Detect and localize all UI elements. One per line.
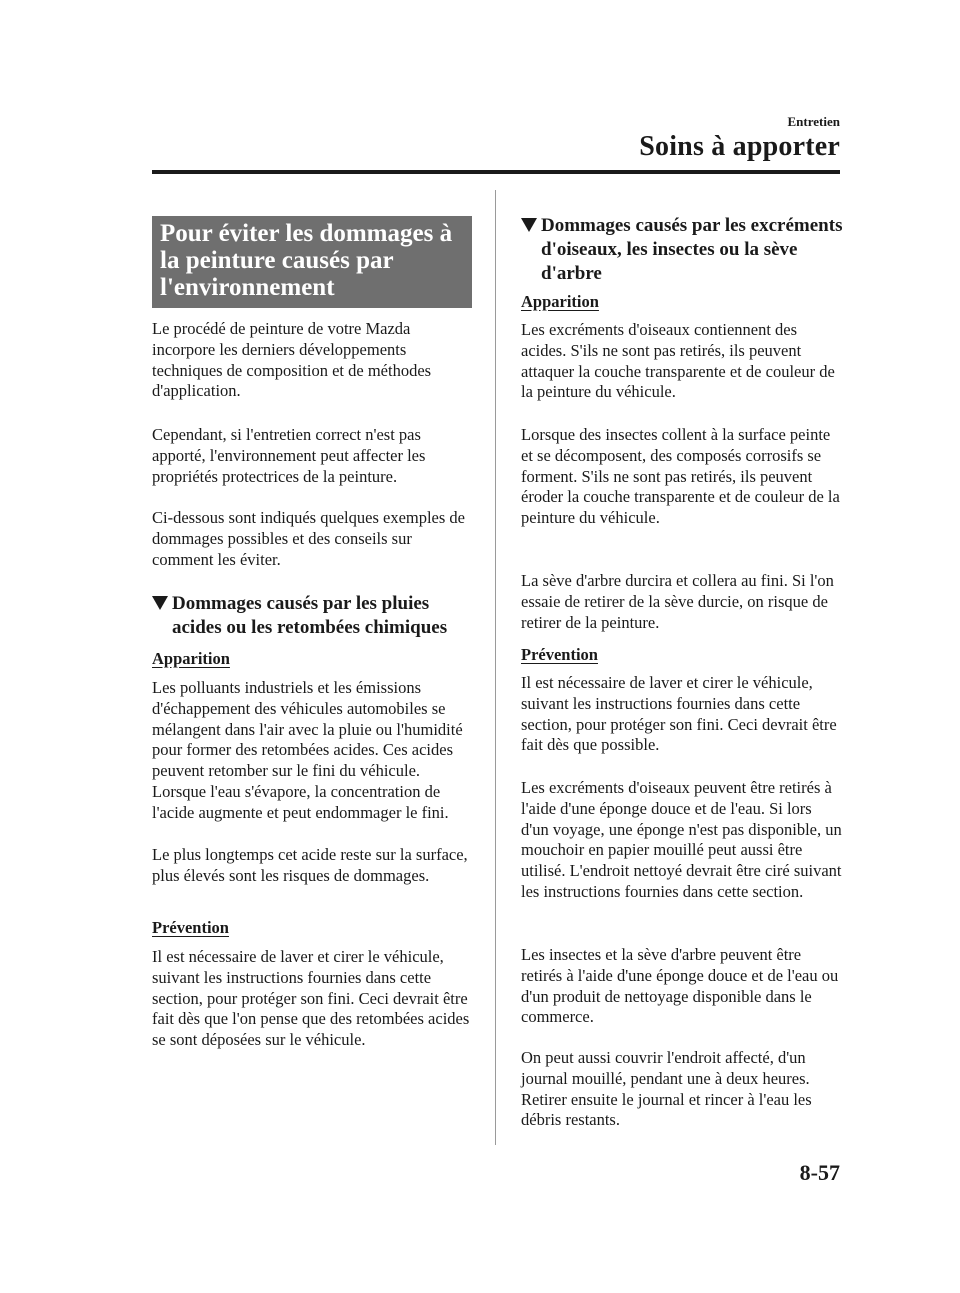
page-header-title: Soins à apporter [639,131,840,162]
apparition-label-right: Apparition [521,292,599,311]
apparition-text-left-2: Le plus longtemps cet acide reste sur la surface, plus élevés sont les risques de dommages. [152,845,468,885]
column-divider [495,190,496,1145]
prevention-text-right-2b: Les insectes et la sève d'arbre peuvent être retirés à l'aide d'une éponge douce et de l'eau ou d'un produit de nettoyage disponible dans le commerce. [521,945,839,1027]
intro-paragraph-1: Le procédé de peinture de votre Mazda incorpore les derniers développements techniques de composition et de méthodes d'application. [152,319,432,401]
prevention-text-left: Il est nécessaire de laver et cirer le véhicule, suivant les instructions fournies dans cette section, pour protéger son fini. Ceci devrait être fait dès que l'on pense que des retombées acides se sont déposées sur le véhicule. [152,947,470,1050]
triangle-bullet-icon [152,596,168,610]
page-number: 8-57 [799,1160,840,1185]
intro-paragraph-2: Cependant, si l'entretien correct n'est pas apporté, l'environnement peut affecter les propriétés protectrices de la peinture. [152,425,426,486]
header-rule [152,170,840,174]
header-section-label: Entretien [787,114,840,129]
prevention-text-right-1: Il est nécessaire de laver et cirer le véhicule, suivant les instructions fournies dans cette section, pour protéger son fini. Ceci devrait être fait dès que possible. [521,673,837,755]
apparition-text-right-2: Lorsque des insectes collent à la surface peinte et se décomposent, des composés corrosifs se forment. S'ils ne sont pas retirés, ils peuvent éroder la couche transparente et de couleur de la peinture du véhicule. [521,425,840,528]
prevention-label-left: Prévention [152,918,229,937]
subheading-bird-droppings [521,214,843,286]
prevention-text-right-3: On peut aussi couvrir l'endroit affecté, d'un journal mouillé, pendant une à deux heures. Retirer ensuite le journal et rincer à l'eau les débris restants. [521,1048,812,1130]
subheading-acid-rain [152,592,474,640]
subheading-acid-rain-text: Dommages causés par les pluies acides ou les retombées chimiques [172,593,448,638]
triangle-bullet-icon [521,218,537,232]
apparition-label-left: Apparition [152,649,230,668]
apparition-text-right-3: La sève d'arbre durcira et collera au fini. Si l'on essaie de retirer de la sève durcie, on risque de retirer de la peinture. [521,571,834,632]
section-banner: Pour éviter les dommages à la peinture causés par l'environnement [152,216,472,308]
prevention-label-right: Prévention [521,645,598,664]
intro-paragraph-3: Ci-dessous sont indiqués quelques exemples de dommages possibles et des conseils sur comment les éviter. [152,508,466,569]
apparition-text-left: Les polluants industriels et les émissions d'échappement des véhicules automobiles se mélangent dans l'air avec la pluie ou l'humidité pour former des retombées acides. Ces acides peuvent retomber sur le fini du véhicule. Lorsque l'eau s'évapore, la concentration de l'acide augmente et peut endommager le fini. [152,678,463,822]
apparition-text-right-1: Les excréments d'oiseaux contiennent des acides. S'ils ne sont pas retirés, ils peuvent attaquer la couche transparente et de couleur de la peinture du véhicule. [521,320,835,402]
subheading-bird-droppings-text: Dommages causés par les excréments d'oiseaux, les insectes ou la sève d'arbre [541,215,843,284]
prevention-text-right-2a: Les excréments d'oiseaux peuvent être retirés à l'aide d'une éponge douce et de l'eau. Si lors d'un voyage, une éponge n'est pas disponible, un mouchoir en papier mouillé peut aussi être utilisé. L'endroit nettoyé devrait être ciré suivant les instructions fournies dans cette section. [521,778,842,901]
